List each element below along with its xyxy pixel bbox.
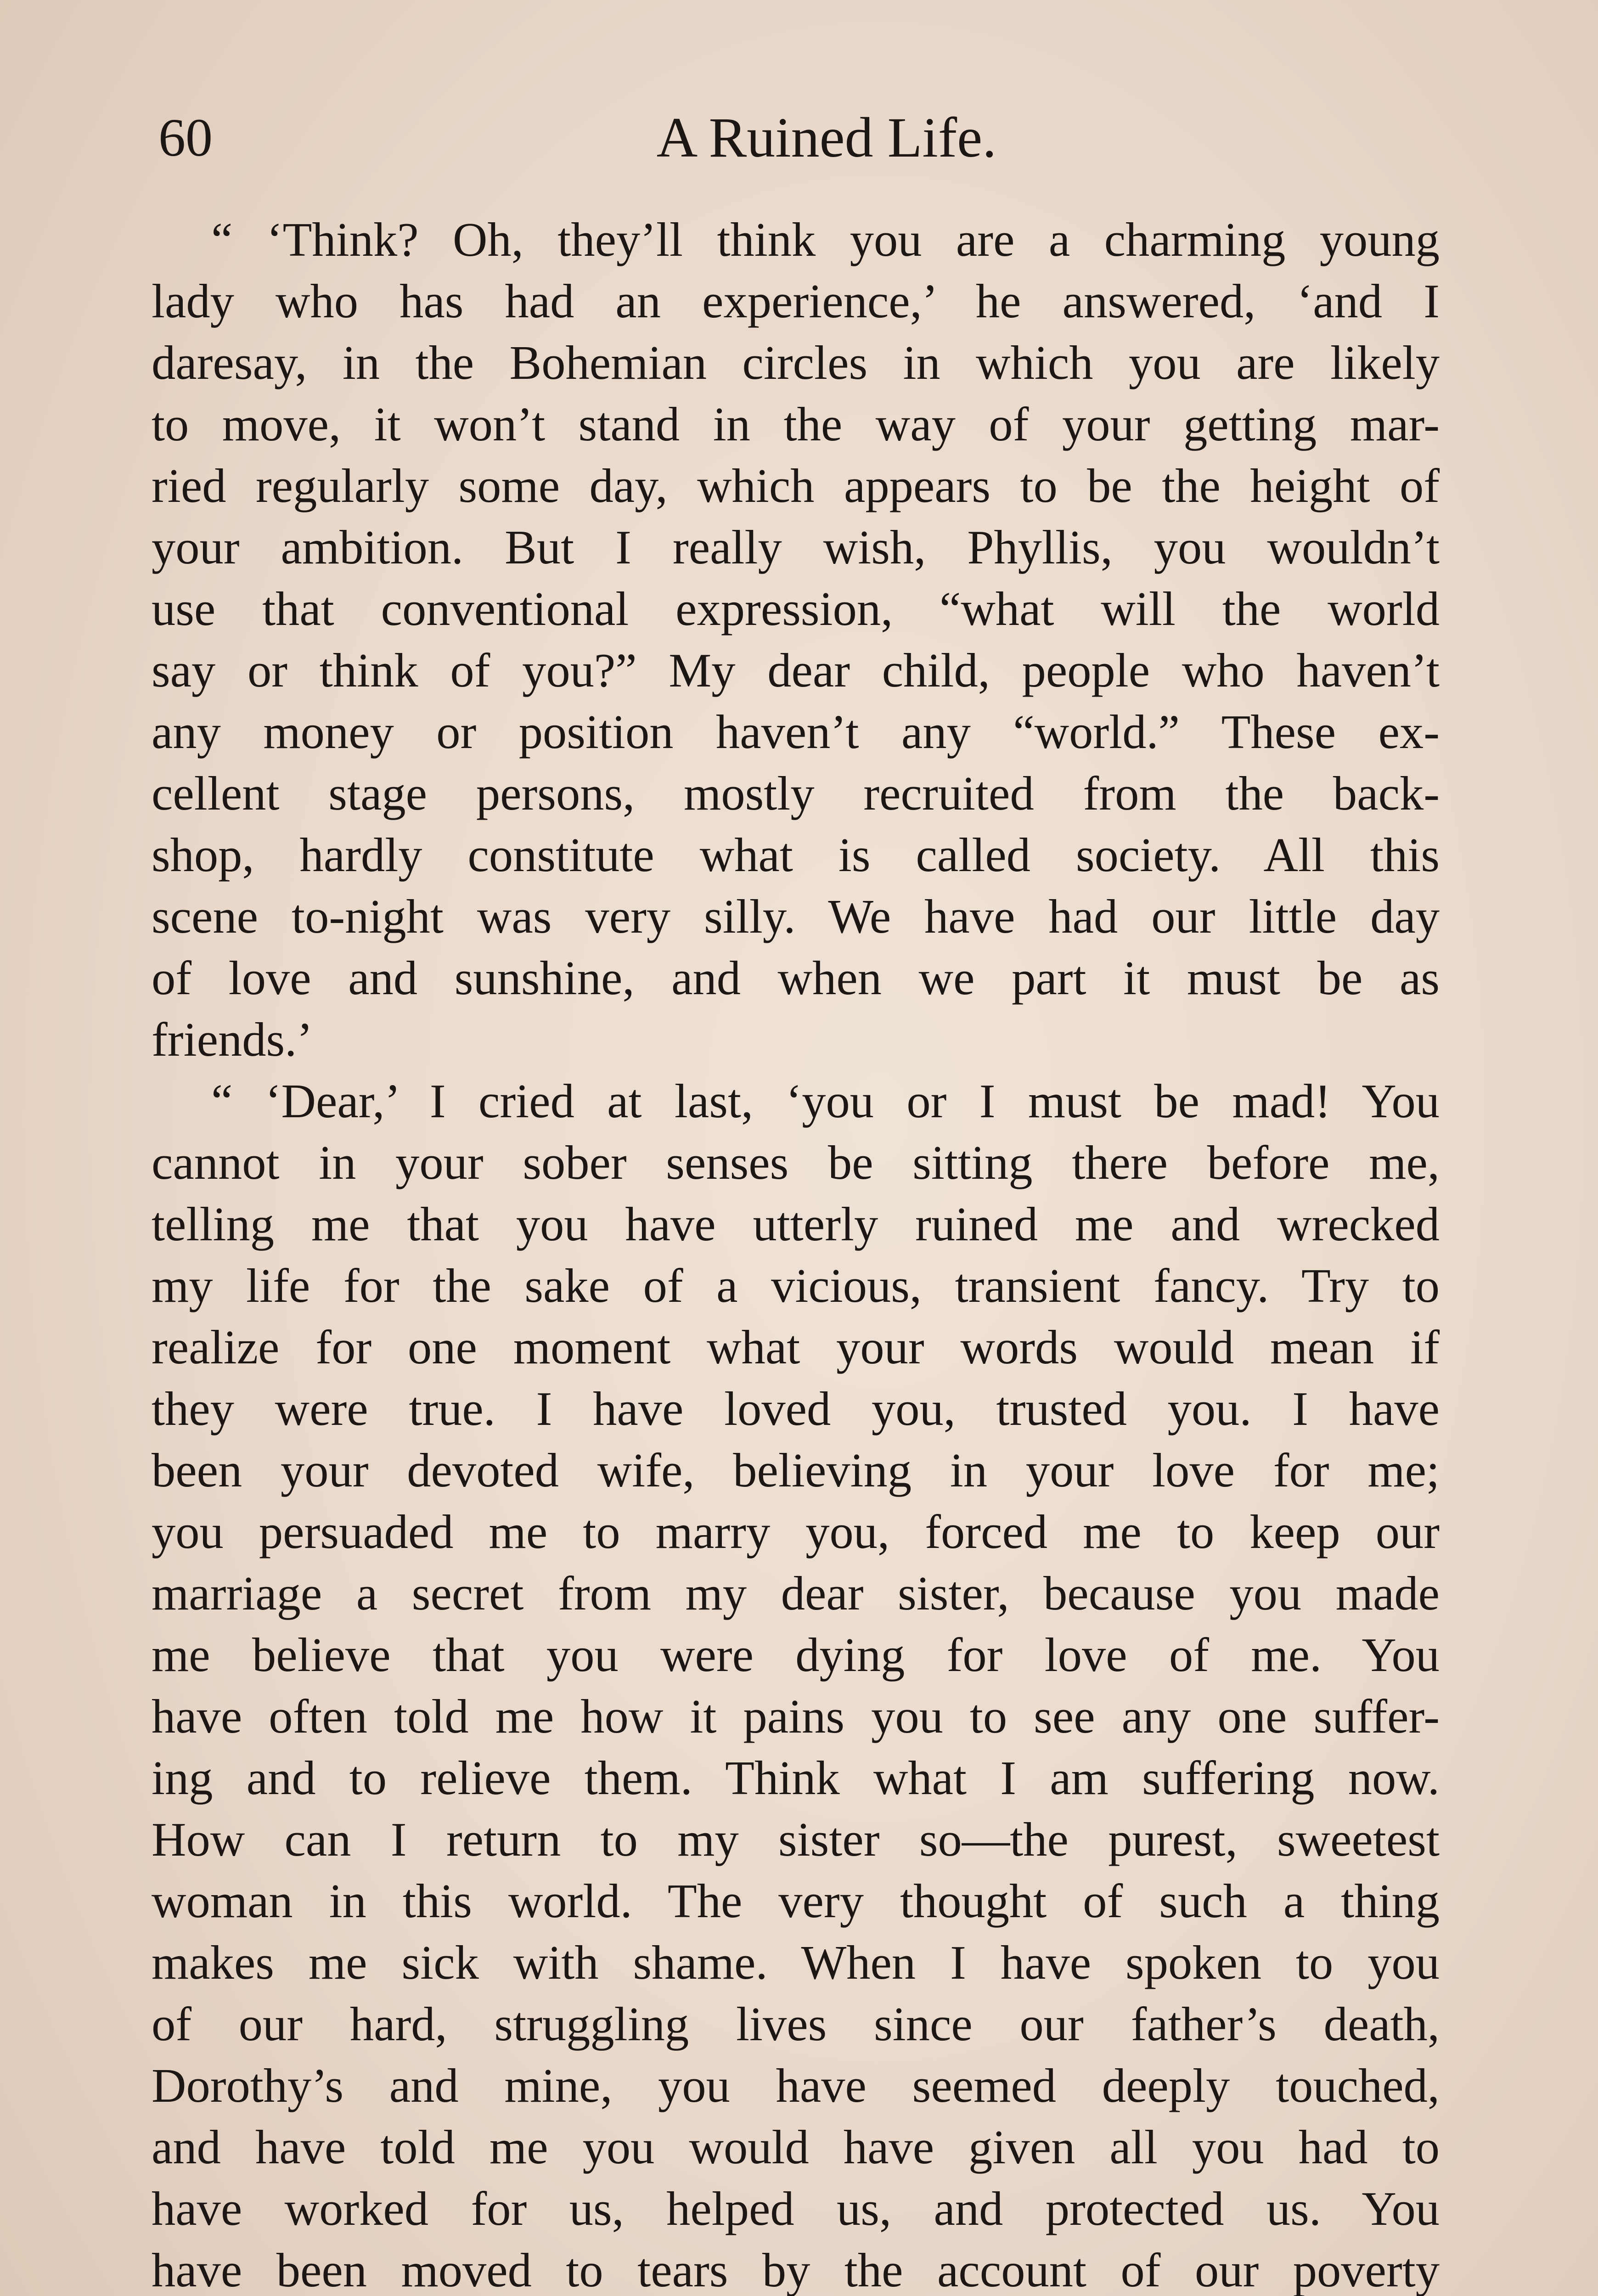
- text-line: marriage a secret from my dear sister, because you made: [152, 1567, 1440, 1620]
- text-line: woman in this world. The very thought of such a thing: [152, 1874, 1440, 1928]
- body-text: [152, 209, 1440, 2296]
- text-line: your ambition. But I really wish, Phyllis, you wouldn’t: [152, 521, 1440, 574]
- text-line: been your devoted wife, believing in your love for me;: [152, 1444, 1440, 1497]
- text-line: of love and sunshine, and when we part it must be as: [152, 951, 1440, 1005]
- text-line: lady who has had an experience,’ he answered, ‘and I: [152, 275, 1440, 328]
- text-line: any money or position haven’t any “world.” These ex-: [152, 705, 1440, 759]
- text-line: of our hard, struggling lives since our father’s death,: [152, 1998, 1440, 2051]
- text-line: How can I return to my sister so—the purest, sweetest: [152, 1813, 1440, 1866]
- text-line: ried regularly some day, which appears to be the height of: [152, 459, 1440, 512]
- text-line: they were true. I have loved you, trusted you. I have: [152, 1382, 1440, 1435]
- text-line: to move, it won’t stand in the way of your getting mar-: [152, 398, 1440, 451]
- text-line: shop, hardly constitute what is called society. All this: [152, 828, 1440, 882]
- text-line: my life for the sake of a vicious, transient fancy. Try to: [152, 1259, 1440, 1312]
- text-line: “ ‘Think? Oh, they’ll think you are a charming young: [211, 213, 1440, 266]
- text-line: say or think of you?” My dear child, people who haven’t: [152, 644, 1440, 697]
- text-line: cellent stage persons, mostly recruited from the back-: [152, 767, 1440, 820]
- text-line: have been moved to tears by the account of our poverty: [152, 2244, 1440, 2296]
- text-line: have often told me how it pains you to see any one suffer-: [152, 1690, 1440, 1743]
- text-line: me believe that you were dying for love of me. You: [152, 1628, 1440, 1682]
- text-line: “ ‘Dear,’ I cried at last, ‘you or I must be mad! You: [211, 1075, 1440, 1128]
- text-line: you persuaded me to marry you, forced me to keep our: [152, 1505, 1440, 1559]
- text-line: ing and to relieve them. Think what I am suffering now.: [152, 1751, 1440, 1805]
- page-number: 60: [158, 107, 213, 168]
- text-line: cannot in your sober senses be sitting there before me,: [152, 1136, 1440, 1189]
- text-line: daresay, in the Bohemian circles in which you are likely: [152, 336, 1440, 389]
- text-line: telling me that you have utterly ruined me and wrecked: [152, 1198, 1440, 1251]
- text-line: friends.’: [152, 1013, 313, 1066]
- text-line: realize for one moment what your words would mean if: [152, 1321, 1440, 1374]
- text-line: Dorothy’s and mine, you have seemed deeply touched,: [152, 2059, 1440, 2112]
- text-line: makes me sick with shame. When I have spoken to you: [152, 1936, 1440, 1989]
- text-line: use that conventional expression, “what will the world: [152, 582, 1440, 636]
- text-line: scene to-night was very silly. We have had our little day: [152, 890, 1440, 943]
- page-header: [158, 99, 1440, 177]
- text-line: have worked for us, helped us, and protected us. You: [152, 2182, 1440, 2235]
- text-line: and have told me you would have given all you had to: [152, 2121, 1440, 2174]
- running-title: A Ruined Life.: [656, 106, 997, 169]
